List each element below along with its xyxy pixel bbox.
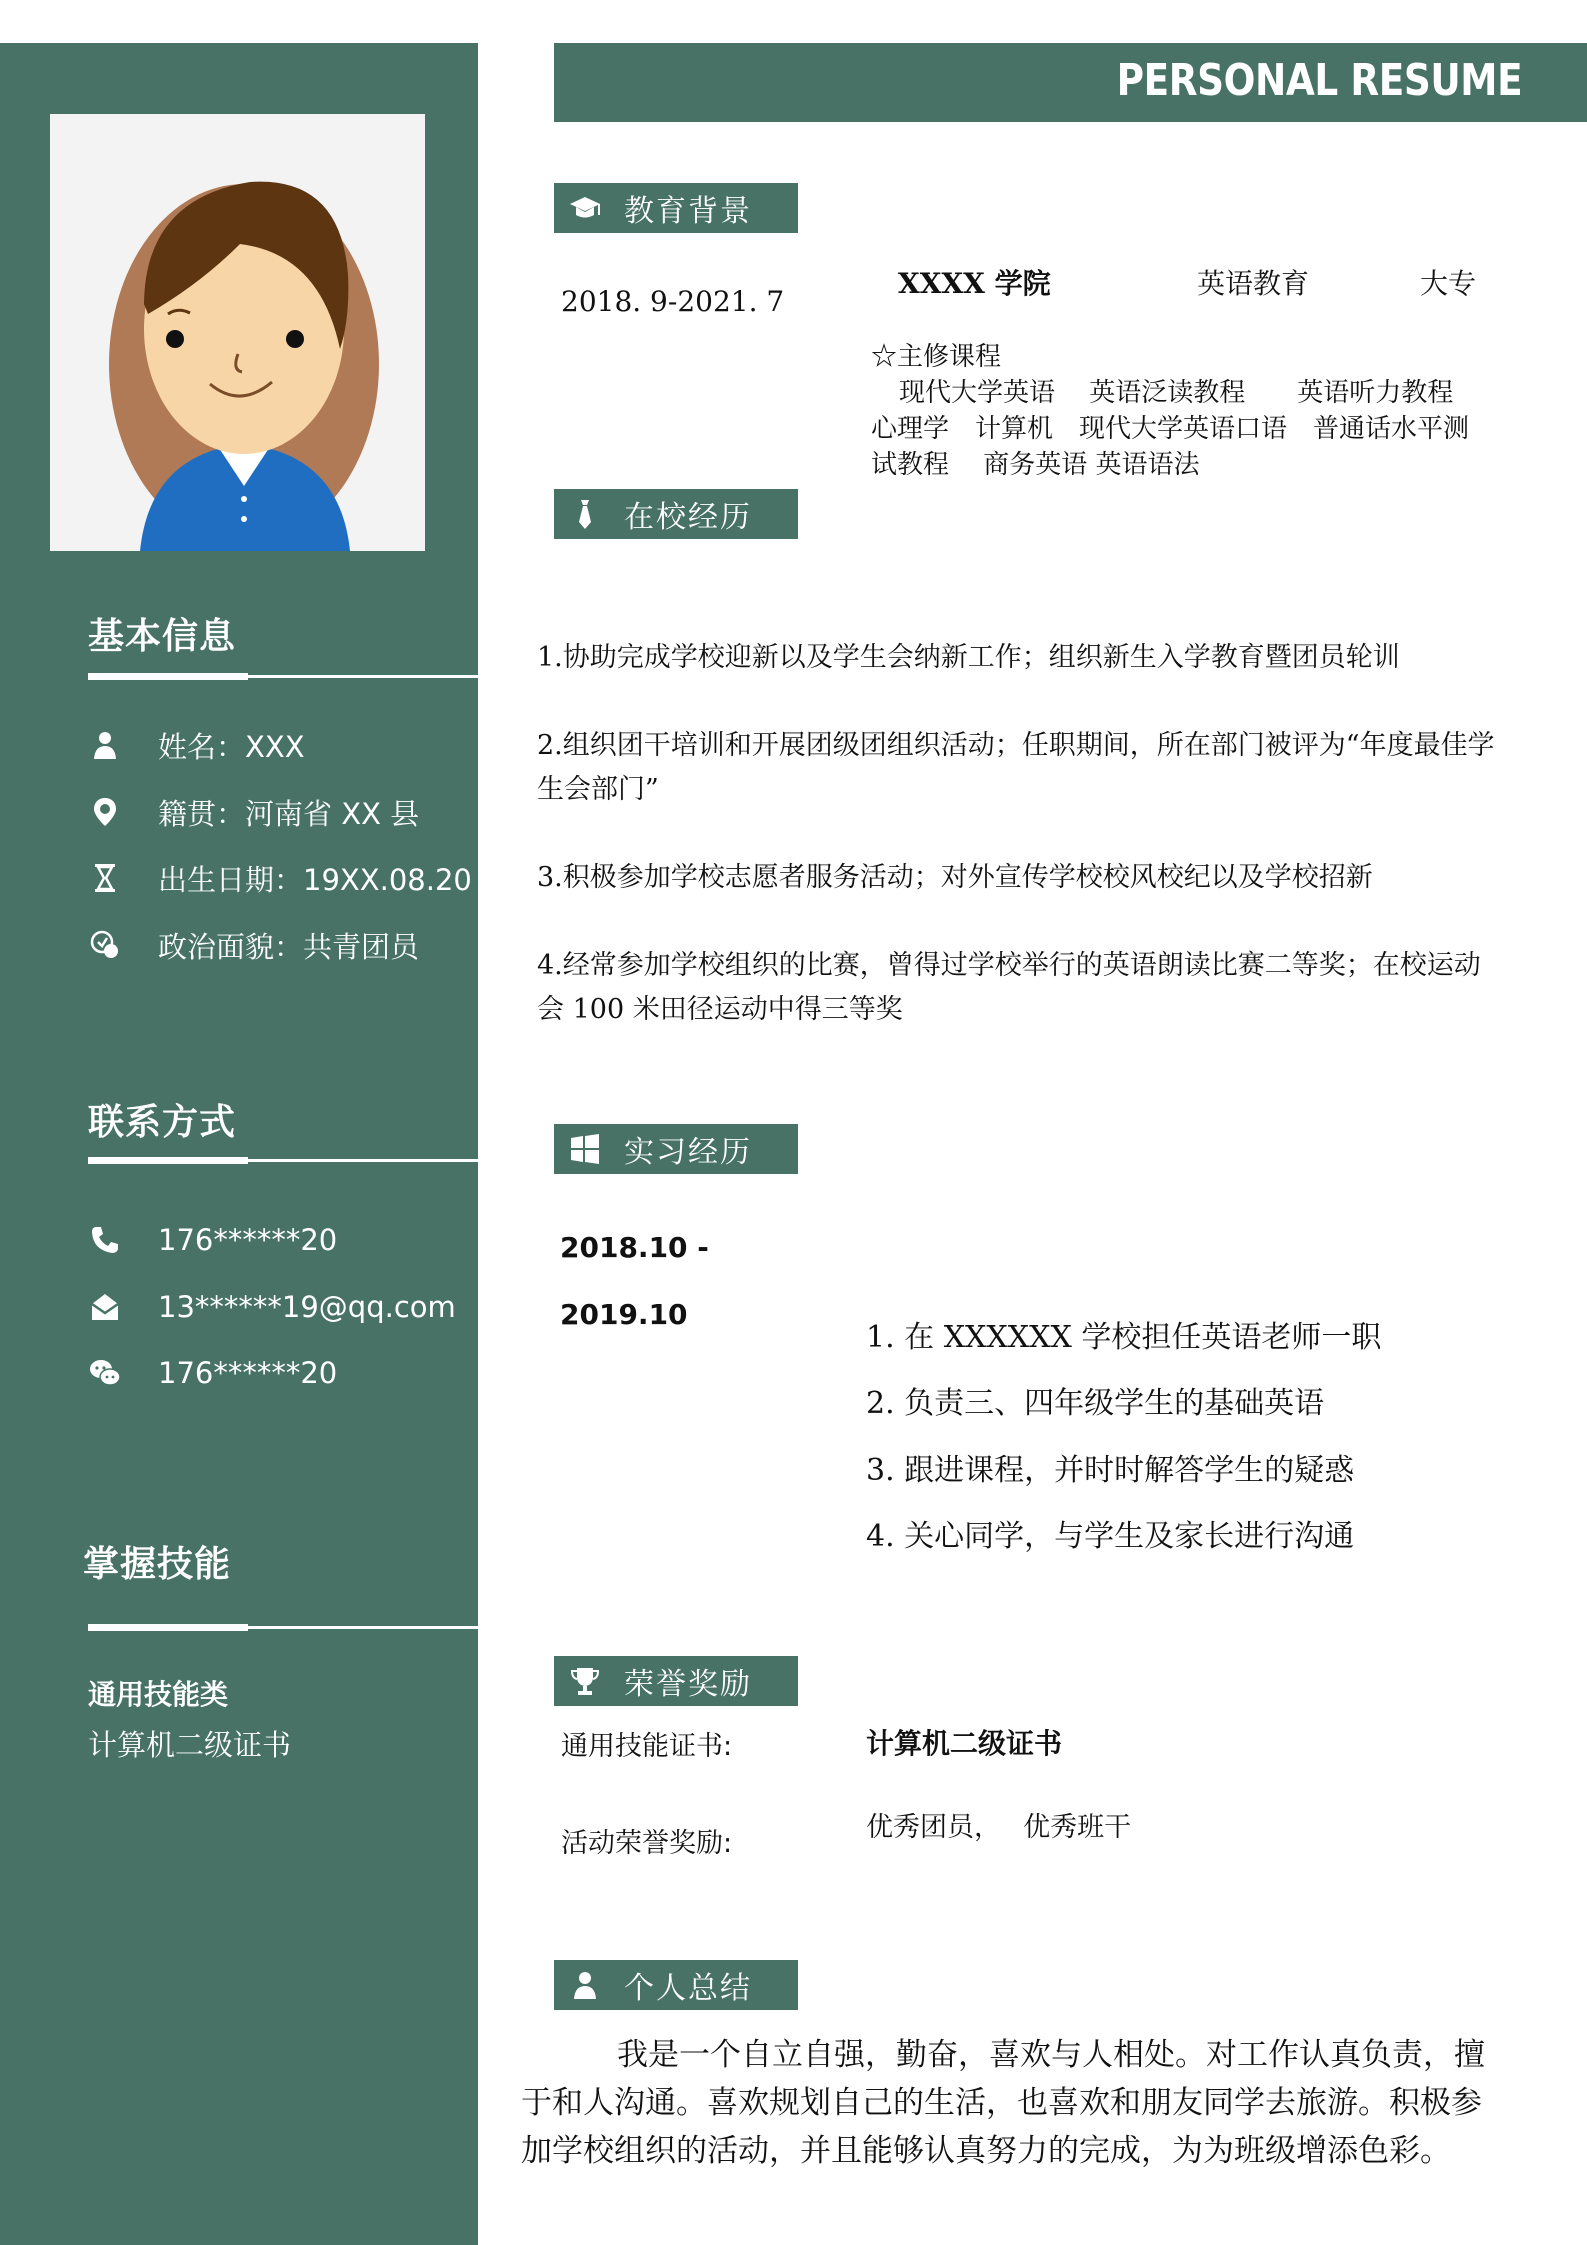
info-political (88, 923, 478, 967)
profile-photo (50, 114, 425, 551)
graduation-cap-icon (564, 190, 606, 226)
education-degree: 大专 (1420, 267, 1477, 300)
campus-item-2: 2.组织团干培训和开展团级团组织活动；任职期间，所在部门被评为“年度最佳学生会部门” (537, 730, 1495, 805)
contact-rule (88, 1159, 478, 1162)
cert-label: 通用技能证书: (561, 1731, 733, 1762)
summary-text: 我是一个自立自强，勤奋，喜欢与人相处。对工作认真负责，擅于和人沟通。喜欢规划自己的生活，也喜欢和朋友同学去旅游。积极参加学校组织的活动，并且能够认真努力的完成，为为班级增添色彩。 (521, 2037, 1485, 2169)
info-name (88, 723, 478, 767)
contact-phone-text: 176******20 (158, 1223, 338, 1257)
education-tab (554, 183, 798, 233)
cert-value: 计算机二级证书 (866, 1727, 1063, 1760)
honors-tab (554, 1656, 798, 1706)
contact-heading: 联系方式 (88, 1102, 237, 1143)
internship-item-2: 2. 负责三、四年级学生的基础英语 (866, 1386, 1325, 1421)
education-major: 英语教育 (1197, 267, 1310, 300)
skill-item: 计算机二级证书 (88, 1728, 292, 1762)
education-heading: 教育背景 (624, 194, 752, 229)
skills-heading: 掌握技能 (83, 1544, 232, 1585)
info-birthdate (88, 856, 478, 900)
info-political-text: 政治面貌：共青团员 (158, 929, 420, 964)
basic-info-heading: 基本信息 (88, 616, 237, 657)
internship-item-3: 3. 跟进课程，并时时解答学生的疑惑 (866, 1453, 1355, 1488)
internship-period-end: 2019.10 (560, 1298, 688, 1331)
contact-email (88, 1285, 478, 1329)
mail-icon (88, 1290, 122, 1324)
info-name-text: 姓名：XXX (158, 729, 305, 764)
activity-value: 优秀团员， 优秀班干 (866, 1812, 1132, 1843)
info-origin-text: 籍贯：河南省 XX 县 (158, 796, 420, 831)
campus-item-4: 4.经常参加学校组织的比赛，曾得过学校举行的英语朗读比赛二等奖；在校运动会 100 米田径运动中得三等奖 (537, 950, 1481, 1025)
internship-tab (554, 1124, 798, 1174)
internship-item-1: 1. 在 XXXXXX 学校担任英语老师一职 (866, 1320, 1382, 1355)
education-school: XXXX 学院 (898, 267, 1051, 300)
internship-item-4: 4. 关心同学，与学生及家长进行沟通 (866, 1519, 1355, 1554)
internship-period-start: 2018.10 - (560, 1231, 709, 1264)
location-pin-icon (88, 795, 122, 829)
tie-icon (564, 496, 606, 532)
person-icon (564, 1967, 606, 2003)
contact-phone (88, 1218, 478, 1262)
courses-title: ☆主修课程 (871, 342, 1002, 372)
campus-item-3: 3.积极参加学校志愿者服务活动；对外宣传学校校风校纪以及学校招新 (537, 862, 1373, 893)
info-birthdate-text: 出生日期：19XX.08.20 (158, 862, 472, 897)
skill-category: 通用技能类 (88, 1678, 229, 1711)
avatar-illustration (50, 114, 425, 551)
activity-label: 活动荣誉奖励: (561, 1828, 733, 1859)
campus-item-1: 1.协助完成学校迎新以及学生会纳新工作；组织新生入学教育暨团员轮训 (537, 642, 1400, 673)
campus-heading: 在校经历 (624, 500, 752, 535)
info-origin (88, 790, 478, 834)
contact-email-text: 13******19@qq.com (158, 1290, 456, 1324)
skills-rule (88, 1626, 478, 1629)
internship-heading: 实习经历 (624, 1135, 752, 1170)
campus-tab (554, 489, 798, 539)
hourglass-icon (88, 861, 122, 895)
basic-info-rule (88, 675, 478, 678)
trophy-icon (564, 1663, 606, 1699)
education-period: 2018. 9-2021. 7 (561, 285, 785, 318)
honors-heading: 荣誉奖励 (624, 1667, 752, 1702)
contact-wechat-text: 176******20 (158, 1356, 338, 1390)
summary-heading: 个人总结 (624, 1971, 752, 2006)
contact-wechat (88, 1351, 478, 1395)
courses-line-3: 试教程 商务英语 英语语法 (871, 450, 1200, 480)
person-icon (88, 728, 122, 762)
courses-line-1: 现代大学英语 英语泛读教程 英语听力教程 (899, 378, 1454, 408)
courses-line-2: 心理学 计算机 现代大学英语口语 普通话水平测 (871, 414, 1470, 444)
windows-icon (564, 1131, 606, 1167)
header-banner (554, 43, 1587, 122)
phone-icon (88, 1223, 122, 1257)
page-title: PERSONAL RESUME (1116, 55, 1522, 106)
summary-tab (554, 1960, 798, 2010)
wechat-icon (88, 1356, 122, 1390)
political-badge-icon (88, 928, 122, 962)
